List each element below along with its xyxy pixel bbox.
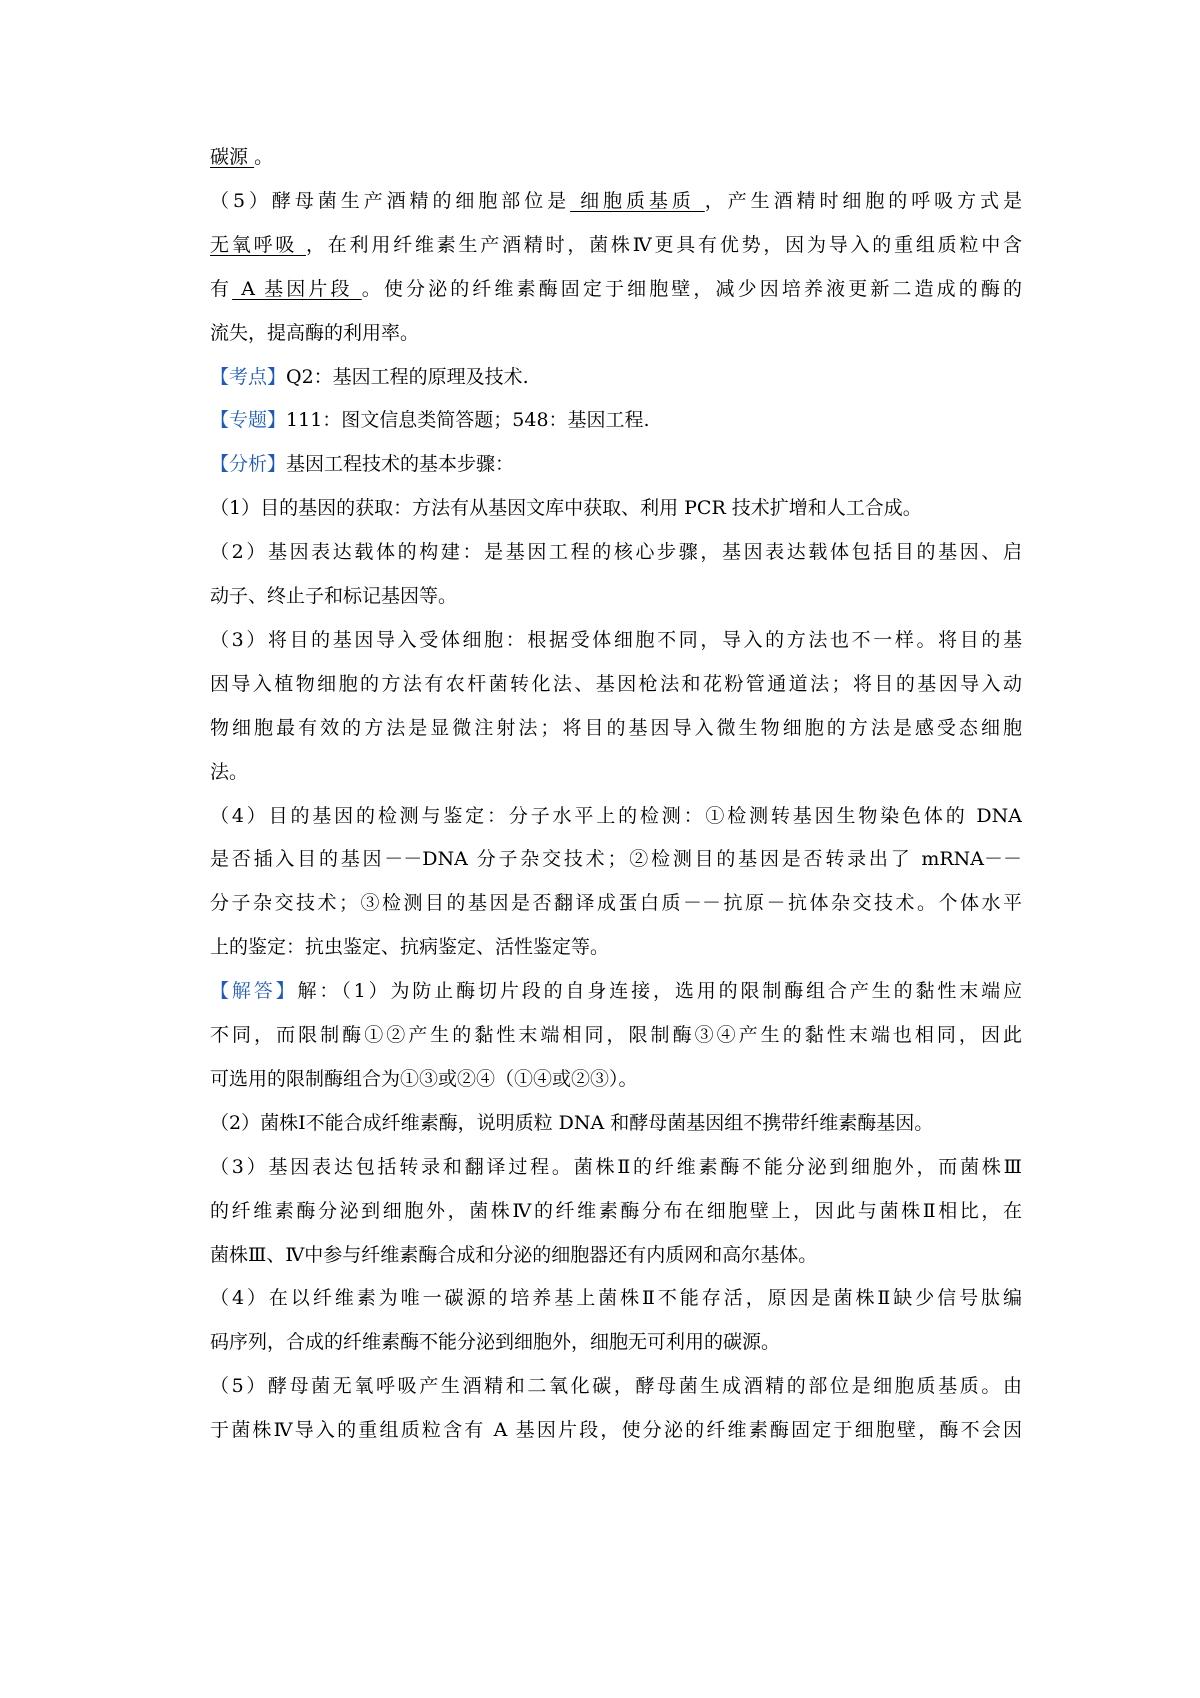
line-text: （2）菌株Ⅰ不能合成纤维素酶，说明质粒 DNA 和酵母菌基因组不携带纤维素酶基因。 <box>210 1111 934 1134</box>
line-text: ，产生酒精时细胞的呼吸方式是 <box>704 189 1022 212</box>
text-line <box>210 671 1022 697</box>
text-line <box>210 846 1022 872</box>
line-text: 动子、终止子和标记基因等。 <box>210 585 458 607</box>
text-line <box>210 627 1022 653</box>
line-text: 物细胞最有效的方法是显微注射法；将目的基因导入微生物细胞的方法是感受态细胞 <box>210 716 1022 739</box>
line-text: 是否插入目的基因－－DNA 分子杂交技术；②检测目的基因是否转录出了 mRNA－－ <box>210 848 1022 871</box>
line-text: （3）基因表达包括转录和翻译过程。菌株Ⅱ的纤维素酶不能分泌到细胞外，而菌株Ⅲ <box>210 1155 1022 1178</box>
line-text: 上的鉴定：抗虫鉴定、抗病鉴定、活性鉴定等。 <box>210 936 610 959</box>
text-line <box>210 320 1022 346</box>
line-text: ，在利用纤维素生产酒精时，菌株Ⅳ更具有优势，因为导入的重组质粒中含 <box>305 233 1022 256</box>
line-text: 。使分泌的纤维素酶固定于细胞壁，减少因培养液更新二造成的酶的 <box>361 277 1022 300</box>
line-text: 不同，而限制酶①②产生的黏性末端相同，限制酶③④产生的黏性末端也相同，因此 <box>210 1024 1022 1046</box>
text-line <box>210 407 1022 433</box>
text-line <box>210 539 1022 565</box>
text-line <box>210 1285 1022 1311</box>
text-line <box>210 276 1022 302</box>
text-line <box>210 934 1022 960</box>
answer-text: 碳源 <box>210 146 249 168</box>
text-line <box>210 1329 1022 1355</box>
line-text: 基因工程技术的基本步骤： <box>286 453 515 476</box>
line-text: （2）基因表达载体的构建：是基因工程的核心步骤，基因表达载体包括目的基因、启 <box>210 541 1022 564</box>
text-line <box>210 1022 1022 1048</box>
text-line <box>210 890 1022 916</box>
line-text: Q2：基因工程的原理及技术. <box>286 365 529 388</box>
line-text: （4）在以纤维素为唯一碳源的培养基上菌株Ⅱ不能存活，原因是菌株Ⅱ缺少信号肽编 <box>210 1287 1022 1310</box>
line-text: 于菌株Ⅳ导入的重组质粒含有 A 基因片段，使分泌的纤维素酶固定于细胞壁，酶不会因 <box>210 1419 1022 1442</box>
line-text: 流失，提高酶的利用率。 <box>210 321 420 344</box>
text-line <box>210 364 1022 390</box>
text-line <box>210 451 1022 477</box>
text-line <box>210 232 1022 258</box>
line-text: 。 <box>254 146 274 168</box>
text-line <box>210 803 1022 829</box>
text-line <box>210 1154 1022 1180</box>
line-text: 分子杂交技术；③检测目的基因是否翻译成蛋白质－－抗原－抗体杂交技术。个体水平 <box>210 892 1022 915</box>
text-line <box>210 495 1022 521</box>
text-line <box>210 759 1022 785</box>
line-text: 因导入植物细胞的方法有农杆菌转化法、基因枪法和花粉管通道法；将目的基因导入动 <box>210 672 1022 695</box>
text-line <box>210 1373 1022 1399</box>
text-line <box>210 1110 1022 1136</box>
text-line <box>210 188 1022 214</box>
line-text: 菌株Ⅲ、Ⅳ中参与纤维素酶合成和分泌的细胞器还有内质网和高尔基体。 <box>210 1243 818 1266</box>
answer-text: 细胞质基质 <box>570 189 705 212</box>
section-tag: 【考点】 <box>210 365 287 388</box>
line-text: 有 <box>210 277 233 300</box>
text-line <box>210 1417 1022 1443</box>
line-text: 码序列，合成的纤维素酶不能分泌到细胞外，细胞无可利用的碳源。 <box>210 1331 781 1354</box>
line-text: 111：图文信息类简答题；548：基因工程. <box>286 409 650 432</box>
line-text: （3）将目的基因导入受体细胞：根据受体细胞不同，导入的方法也不一样。将目的基 <box>210 628 1022 651</box>
line-text: 法。 <box>210 760 249 783</box>
section-tag: 【解答】 <box>210 980 298 1003</box>
text-line <box>210 978 1022 1004</box>
answer-text: A 基因片段 <box>232 277 362 300</box>
answer-text: 无氧呼吸 <box>210 233 306 256</box>
line-text: （1）目的基因的获取：方法有从基因文库中获取、利用 PCR 技术扩增和人工合成。 <box>210 497 922 520</box>
section-tag: 【专题】 <box>210 409 287 432</box>
text-line <box>210 715 1022 741</box>
section-tag: 【分析】 <box>210 453 287 476</box>
text-line <box>210 1242 1022 1268</box>
text-line <box>210 1198 1022 1224</box>
line-text: （5）酵母菌无氧呼吸产生酒精和二氧化碳，酵母菌生成酒精的部位是细胞质基质。由 <box>210 1375 1022 1398</box>
text-line <box>210 583 1022 609</box>
line-text: 解：（1）为防止酶切片段的自身连接，选用的限制酶组合产生的黏性末端应 <box>297 980 1022 1003</box>
line-text: （5）酵母菌生产酒精的细胞部位是 <box>210 189 571 212</box>
line-text: 可选用的限制酶组合为①③或②④（①④或②③）。 <box>210 1067 638 1090</box>
line-text: 的纤维素酶分泌到细胞外，菌株Ⅳ的纤维素酶分布在细胞壁上，因此与菌株Ⅱ相比，在 <box>210 1199 1022 1222</box>
line-text: （4）目的基因的检测与鉴定：分子水平上的检测：①检测转基因生物染色体的 DNA <box>210 804 1022 827</box>
text-line <box>210 144 1022 170</box>
text-line <box>210 1066 1022 1092</box>
